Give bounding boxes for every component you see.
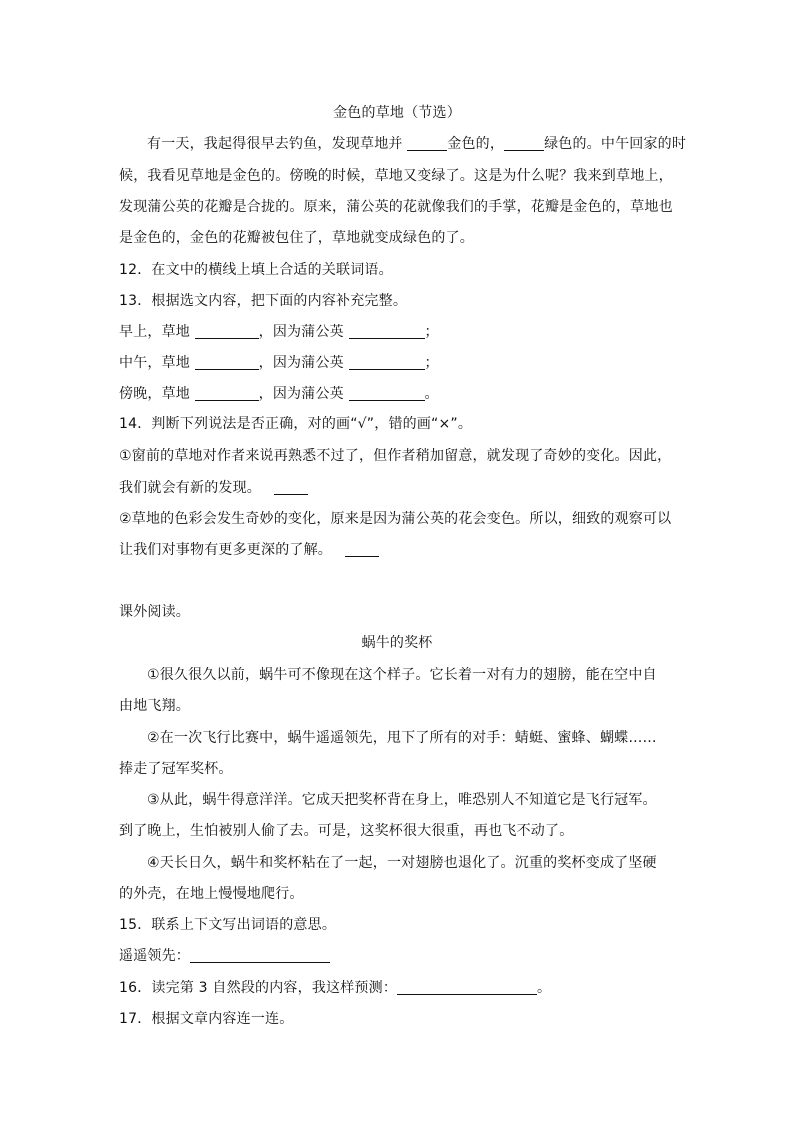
passage1-line2: 候，我看见草地是金色的。傍晚的时候，草地又变绿了。这是为什么呢？我来到草地上， bbox=[119, 168, 673, 184]
q14-statement2-line2: 让我们对事物有更多更深的了解。 bbox=[119, 540, 379, 560]
q14-answer-blank-1[interactable] bbox=[274, 494, 308, 495]
question-14: 14．判断下列说法是否正确，对的画“√”，错的画“×”。 bbox=[119, 416, 473, 432]
section-heading: 课外阅读。 bbox=[119, 604, 190, 620]
question-17: 17．根据文章内容连一连。 bbox=[119, 1011, 294, 1027]
passage2-para4-line1: ④天长日久，蜗牛和奖杯粘在了一起，一对翅膀也退化了。沉重的奖杯变成了坚硬 bbox=[147, 855, 657, 871]
q13-row-noon: 中午，草地 ，因为蒲公英 ； bbox=[119, 355, 439, 371]
q13-blank-evening-reason[interactable] bbox=[349, 400, 425, 401]
q13-row-evening: 傍晚，草地 ，因为蒲公英 。 bbox=[119, 386, 439, 402]
q13-blank-morning-grass[interactable] bbox=[195, 338, 259, 339]
q14-answer-blank-2[interactable] bbox=[345, 556, 379, 557]
q15-answer-line: 遥遥领先： bbox=[119, 946, 330, 966]
question-13: 13．根据选文内容，把下面的内容补充完整。 bbox=[119, 293, 408, 309]
passage2-para1-line2: 由地飞翔。 bbox=[119, 698, 190, 714]
passage1-line4: 是金色的，金色的花瓣被包住了，草地就变成绿色的了。 bbox=[119, 230, 474, 246]
passage2-para2-line1: ②在一次飞行比赛中，蜗牛遥遥领先，甩下了所有的对手：蜻蜓、蜜蜂、蝴蝶…… bbox=[147, 730, 657, 746]
q14-statement2-line1: ②草地的色彩会发生奇妙的变化，原来是因为蒲公英的花会变色。所以，细致的观察可以 bbox=[119, 511, 672, 527]
passage1-line3: 发现蒲公英的花瓣是合拢的。原来，蒲公英的花就像我们的手掌，花瓣是金色的，草地也 bbox=[119, 199, 673, 215]
q13-blank-noon-grass[interactable] bbox=[195, 369, 259, 370]
passage2-title: 蜗牛的奖杯 bbox=[361, 635, 433, 651]
question-12: 12．在文中的横线上填上合适的关联词语。 bbox=[119, 262, 393, 278]
passage1-line1: 有一天，我起得很早去钓鱼，发现草地并 金色的， 绿色的。中午回家的时 bbox=[147, 136, 687, 152]
q13-blank-morning-reason[interactable] bbox=[349, 338, 425, 339]
passage1-title: 金色的草地（节选） bbox=[333, 105, 461, 121]
passage2-para2-line2: 捧走了冠军奖杯。 bbox=[119, 761, 233, 777]
question-16: 16．读完第 3 自然段的内容，我这样预测： 。 bbox=[119, 980, 552, 996]
q16-answer-blank[interactable] bbox=[397, 994, 537, 995]
fill-blank-2[interactable] bbox=[504, 150, 544, 151]
q14-statement1-line2: 我们就会有新的发现。 bbox=[119, 478, 308, 498]
passage2-para3-line2: 到了晚上，生怕被别人偷了去。可是，这奖杯很大很重，再也飞不动了。 bbox=[119, 823, 574, 839]
passage2-para3-line1: ③从此，蜗牛得意洋洋。它成天把奖杯背在身上，唯恐别人不知道它是飞行冠军。 bbox=[147, 792, 657, 808]
q13-blank-evening-grass[interactable] bbox=[195, 400, 259, 401]
q13-row-morning: 早上，草地 ，因为蒲公英 ； bbox=[119, 324, 439, 340]
fill-blank-1[interactable] bbox=[407, 150, 447, 151]
question-15: 15．联系上下文写出词语的意思。 bbox=[119, 917, 337, 933]
passage2-para1-line1: ①很久很久以前，蜗牛可不像现在这个样子。它长着一对有力的翅膀，能在空中自 bbox=[147, 667, 657, 683]
passage2-para4-line2: 的外壳，在地上慢慢地爬行。 bbox=[119, 886, 304, 902]
q13-blank-noon-reason[interactable] bbox=[349, 369, 425, 370]
q15-answer-blank[interactable] bbox=[190, 962, 330, 963]
q14-statement1-line1: ①窗前的草地对作者来说再熟悉不过了，但作者稍加留意，就发现了奇妙的变化。因此， bbox=[119, 448, 672, 464]
